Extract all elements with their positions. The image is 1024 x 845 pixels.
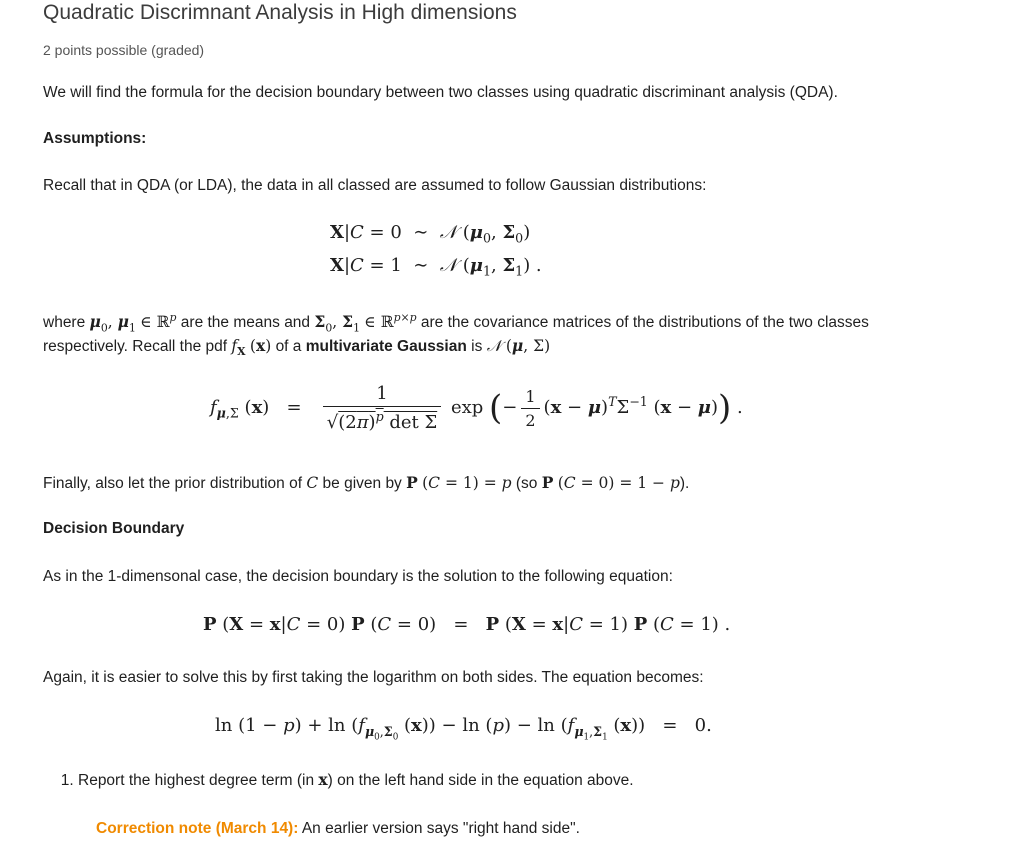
question-1: 1. Report the highest degree term (in x) on the left hand side in the equation above. <box>78 770 634 790</box>
decision-boundary-heading: Decision Boundary <box>43 520 185 537</box>
equation-class-1: X|C = 1 ∼ 𝒩 ($\mu_1$, $\Sigma_1$) . <box>330 255 542 279</box>
again-paragraph: Again, it is easier to solve this by first taking the logarithm on both sides. The equation becomes: <box>43 669 704 686</box>
where-paragraph: where $\mu_0$, $\mu_1$ ∈ ℝ$^p$ are the means and $\Sigma_0$, $\Sigma_1$ ∈ ℝ$^{p\times p}$ are the covariance matrices of the distributions of the two classes <box>43 311 869 335</box>
where-text-5: of a <box>275 338 302 355</box>
where-text-2: are the means and <box>180 314 311 332</box>
question-list <box>60 770 634 790</box>
where-text-3: are the covariance matrices of the distributions of the two classes <box>420 314 869 332</box>
finally-text-3: (so <box>515 475 538 492</box>
correction-text: An earlier version says "right hand side". <box>301 820 580 837</box>
assumptions-heading: Assumptions: <box>43 130 147 147</box>
multivariate-gaussian-label: multivariate Gaussian <box>305 338 467 355</box>
correction-label: Correction note (March 14): <box>96 820 299 837</box>
multivariate-gaussian-pdf: $f_{\mu,\Sigma}$ (x) = $\frac{1}{√(2\pi)^p \det \Sigma}$ exp (− $\frac{1}{2}$ $(x - \mu)^T\Sigma^{-1}$ (x − μ)) . <box>210 383 743 433</box>
points-possible: 2 points possible (graded) <box>43 42 205 58</box>
decision-boundary-equation: P (X = x|C = 0) P (C = 0) = P (X = x|C = 1) P (C = 1) . <box>203 614 731 635</box>
log-equation: $\ln (1 - p) + \ln (f_{\mu_0,\Sigma_0}$ $(x)) - \ln (p) - \ln (f_{\mu_1,\Sigma_1}$ (x)) = 0. <box>215 715 712 743</box>
one-dim-paragraph: As in the 1-dimensonal case, the decision boundary is the solution to the following equation: <box>43 568 673 585</box>
recall-paragraph: Recall that in QDA (or LDA), the data in all classed are assumed to follow Gaussian distributions: <box>43 177 707 194</box>
finally-text-1: Finally, also let the prior distribution of <box>43 475 303 492</box>
equation-class-0: X|C = 0 ∼ 𝒩 ($\mu_0$, $\Sigma_0$) <box>330 222 531 246</box>
finally-text-4: ). <box>679 475 690 492</box>
where-paragraph-line-2: respectively. Recall the pdf $f_X$ (x) of a multivariate Gaussian is 𝒩 (μ, Σ) <box>43 336 551 359</box>
where-text-6: is <box>471 338 483 355</box>
correction-note <box>96 818 580 840</box>
problem-title: Quadratic Discrimnant Analysis in High dimensions <box>43 1 517 24</box>
question-1-text-a: Report the highest degree term (in <box>78 772 315 789</box>
where-text-1: where <box>43 314 86 332</box>
finally-paragraph: Finally, also let the prior distribution of C be given by P (C = 1) = p (so P (C = 0) = 1 − p). <box>43 473 690 492</box>
where-text-4: respectively. Recall the pdf <box>43 338 228 355</box>
finally-text-2: be given by <box>322 475 402 492</box>
intro-paragraph: We will find the formula for the decision boundary between two classes using quadratic discriminant analysis (QDA). <box>43 84 838 101</box>
question-1-text-b: ) on the left hand side in the equation above. <box>327 772 634 789</box>
